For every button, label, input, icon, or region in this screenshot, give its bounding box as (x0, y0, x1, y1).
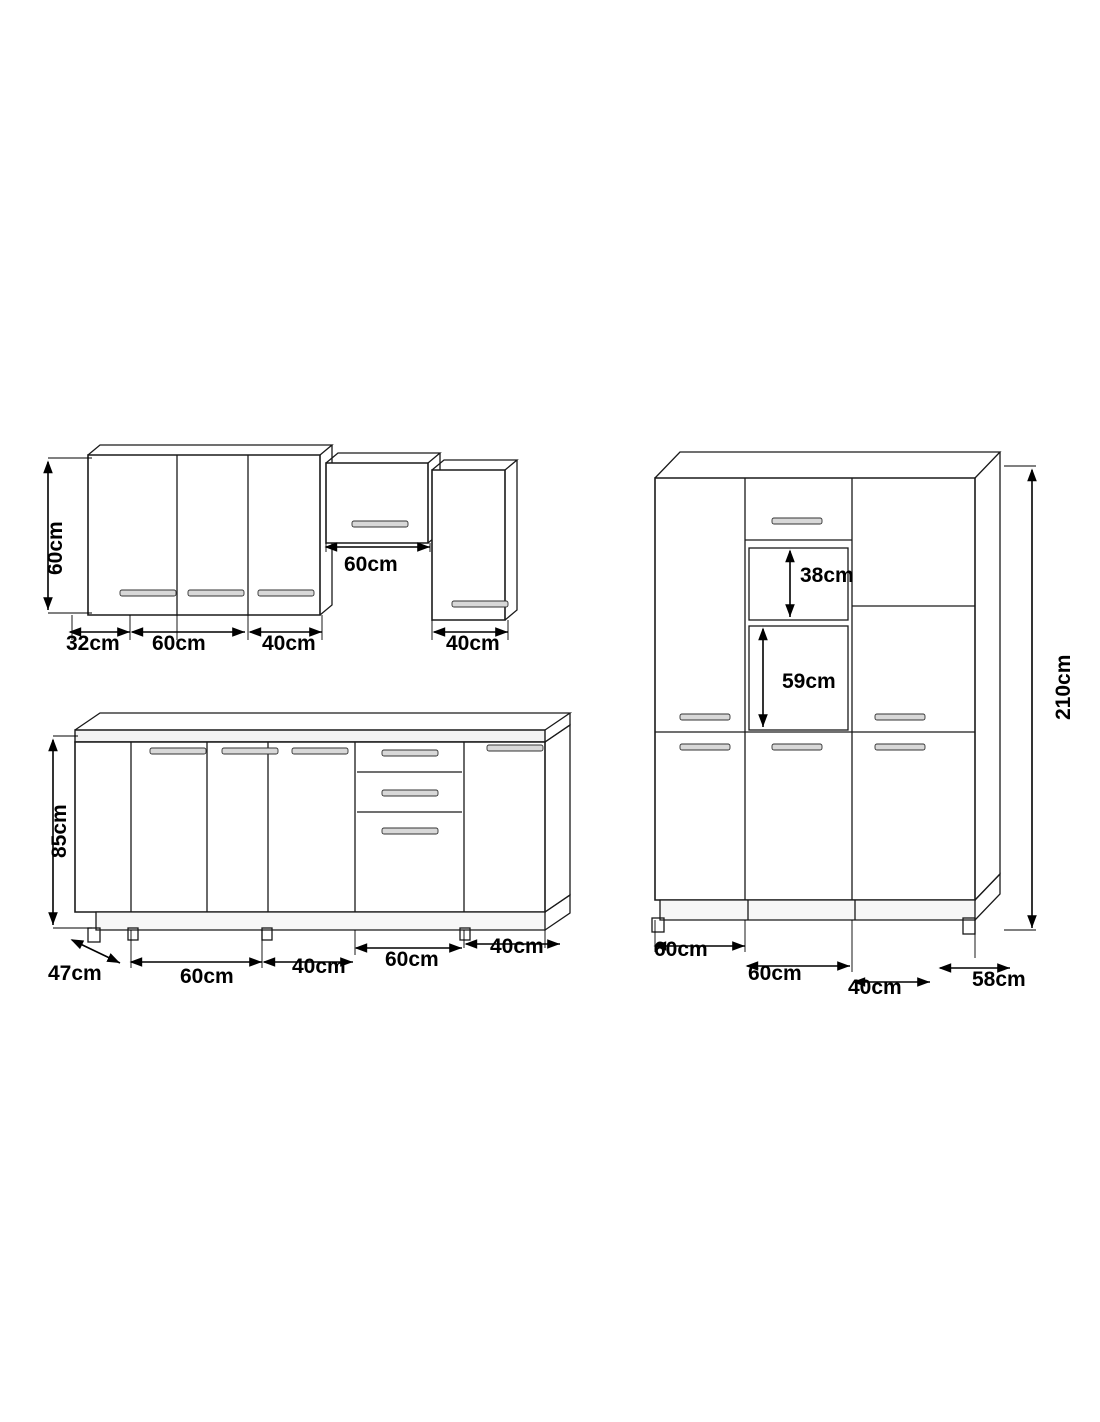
wall-units-view (48, 445, 517, 640)
dim-tall-inner2: 59cm (782, 670, 836, 693)
dim-base-depth: 47cm (48, 962, 102, 985)
dim-base-w3: 60cm (385, 948, 439, 971)
dim-tall-w2: 60cm (748, 962, 802, 985)
dim-base-w1: 60cm (180, 965, 234, 988)
dim-wall-w2: 60cm (152, 632, 206, 655)
dim-base-w2: 40cm (292, 955, 346, 978)
dim-tall-inner1: 38cm (800, 564, 854, 587)
dim-tall-height: 210cm (1052, 654, 1075, 720)
dim-base-w4: 40cm (490, 935, 544, 958)
dim-tall-w1: 60cm (654, 938, 708, 961)
tall-units-view (652, 452, 1036, 982)
dim-wall-height: 60cm (44, 521, 67, 575)
dim-wall-w3: 40cm (262, 632, 316, 655)
dim-wall-w1: 32cm (66, 632, 120, 655)
dim-tall-w3: 40cm (848, 976, 902, 999)
dim-base-height: 85cm (48, 804, 71, 858)
dim-wall-w4: 60cm (344, 553, 398, 576)
dim-wall-w5: 40cm (446, 632, 500, 655)
base-units-view (53, 713, 570, 968)
dim-tall-depth: 58cm (972, 968, 1026, 991)
